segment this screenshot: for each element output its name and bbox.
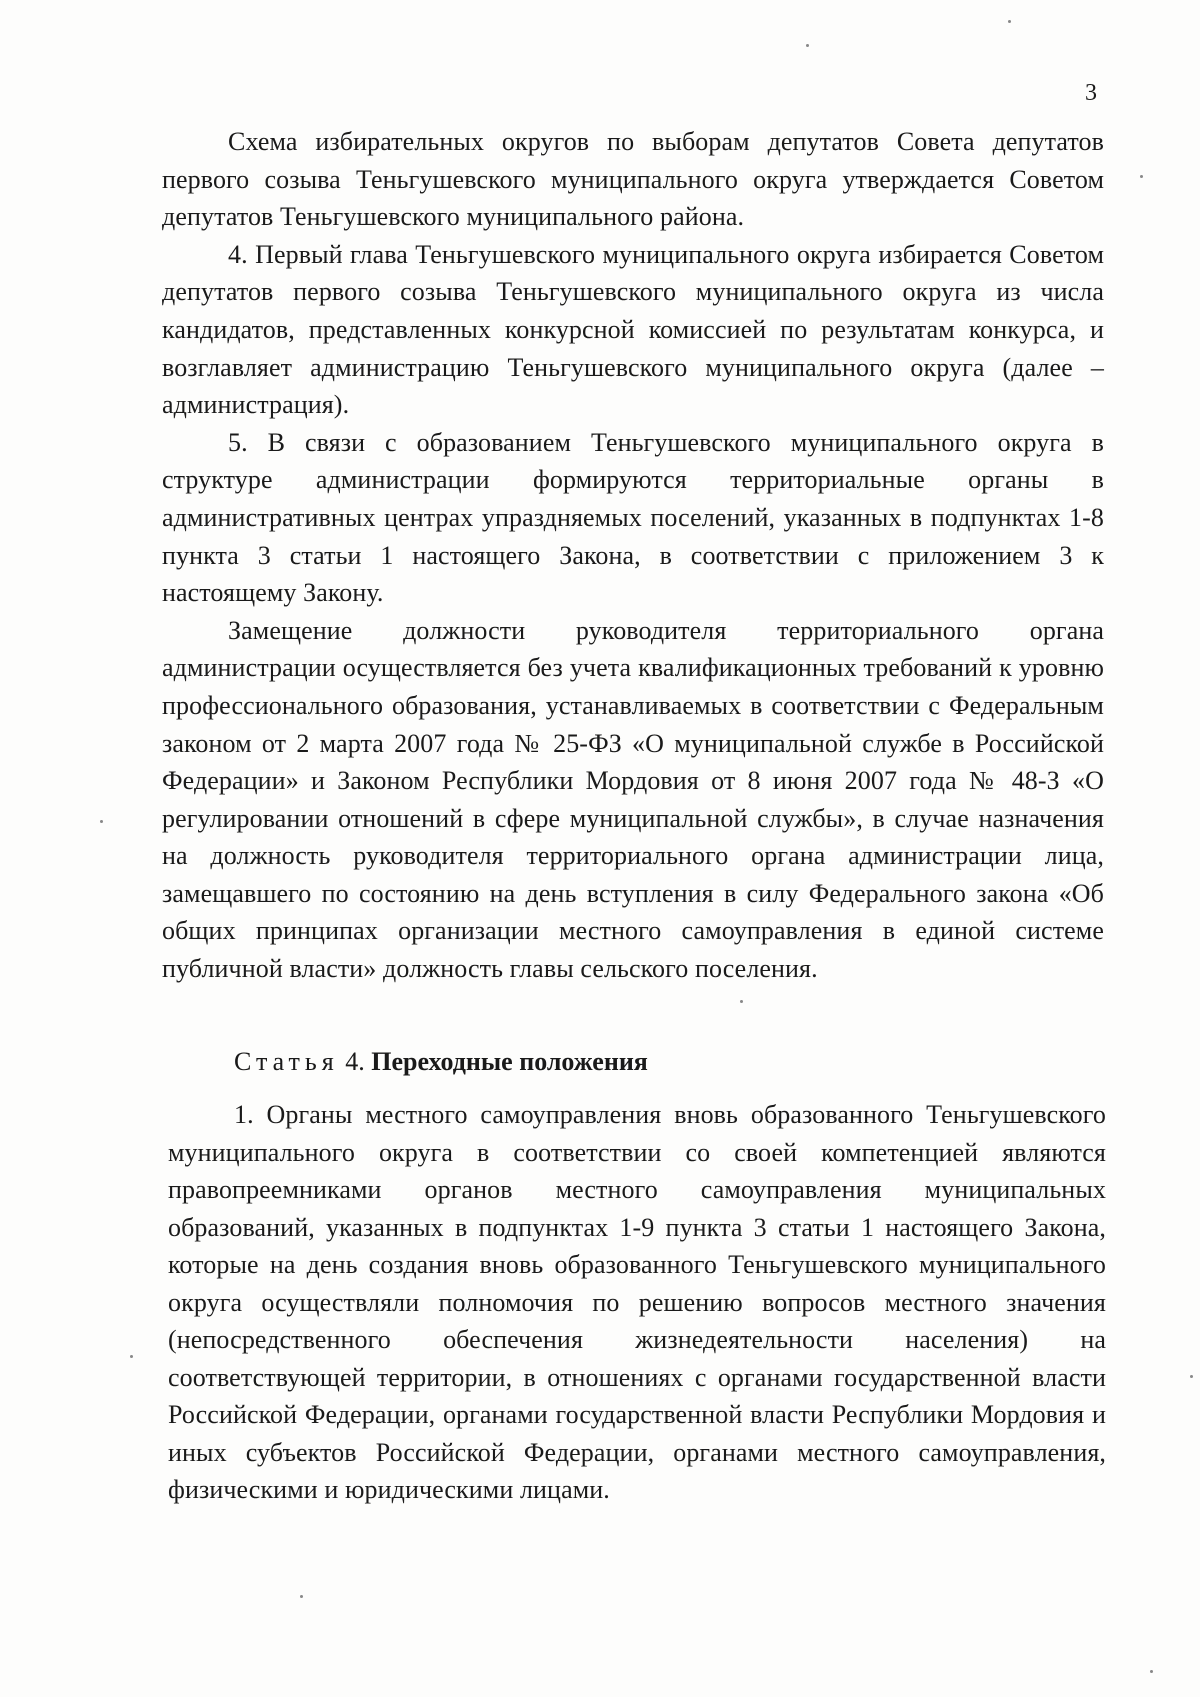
- scan-speck: [100, 820, 103, 823]
- paragraph-position-replacement: Замещение должности руководителя территориального органа администрации осуществляется без учета квалификационных требований к уровню профессионального образования, устанавливаемых в соответствии с Федеральным законом от 2 марта 2007 года № 25-ФЗ «О муниципальной службе в Российской Федерации» и Законом Республики Мордовия от 8 июня 2007 года № 48-З «О регулировании отношений в сфере муниципальной службы», в случае назначения на должность руководителя территориального органа администрации лица, замещавшего по состоянию на день вступления в силу Федерального закона «Об общих принципах организации местного самоуправления в единой системе публичной власти» должность главы сельского поселения.: [162, 615, 1104, 984]
- scan-speck: [300, 1595, 303, 1598]
- scan-speck: [740, 1000, 743, 1003]
- scan-speck: [1140, 175, 1143, 178]
- article-heading: [234, 1045, 648, 1079]
- scan-speck: [1190, 1375, 1193, 1378]
- paragraph-item-4: 4. Первый глава Теньгушевского муниципального округа избирается Советом депутатов первого созыва Теньгушевского муниципального округа из числа кандидатов, представленных конкурсной комиссией по результатам конкурса, и возглавляет администрацию Теньгушевского муниципального округа (далее – администрация).: [162, 239, 1104, 420]
- body-text-top: [162, 123, 1104, 988]
- article-title: Переходные положения: [371, 1047, 648, 1076]
- paragraph-article-4-item-1: 1. Органы местного самоуправления вновь образованного Теньгушевского муниципального округа в соответствии со своей компетенцией являются правопреемниками органов местного самоуправления муниципальных образований, указанных в подпунктах 1-9 пункта 3 статьи 1 настоящего Закона, которые на день создания вновь образованного Теньгушевского муниципального округа осуществляли полномочия по решению вопросов местного значения (непосредственного обеспечения жизнедеятельности населения) на соответствующей территории, в отношениях с органами государственной власти Российской Федерации, органами государственной власти Республики Мордовия и иных субъектов Российской Федерации, органами местного самоуправления, физическими и юридическими лицами.: [168, 1100, 1106, 1504]
- article-number: 4.: [345, 1047, 365, 1076]
- paragraph-item-5: 5. В связи с образованием Теньгушевского муниципального округа в структуре администрации формируются территориальные органы в административных центрах упраздняемых поселений, указанных в подпунктах 1-8 пункта 3 статьи 1 настоящего Закона, в соответствии с приложением 3 к настоящему Закону.: [162, 427, 1104, 608]
- scan-speck: [130, 1355, 133, 1358]
- scan-speck: [1008, 20, 1011, 23]
- page-number: 3: [1085, 80, 1097, 106]
- body-text-bottom: [168, 1096, 1106, 1509]
- paragraph-district-scheme: Схема избирательных округов по выборам депутатов Совета депутатов первого созыва Теньгушевского муниципального округа утверждается Советом депутатов Теньгушевского муниципального района.: [162, 127, 1104, 232]
- scan-speck: [1150, 1670, 1153, 1673]
- scan-speck: [806, 44, 809, 47]
- article-word: Статья: [234, 1047, 339, 1076]
